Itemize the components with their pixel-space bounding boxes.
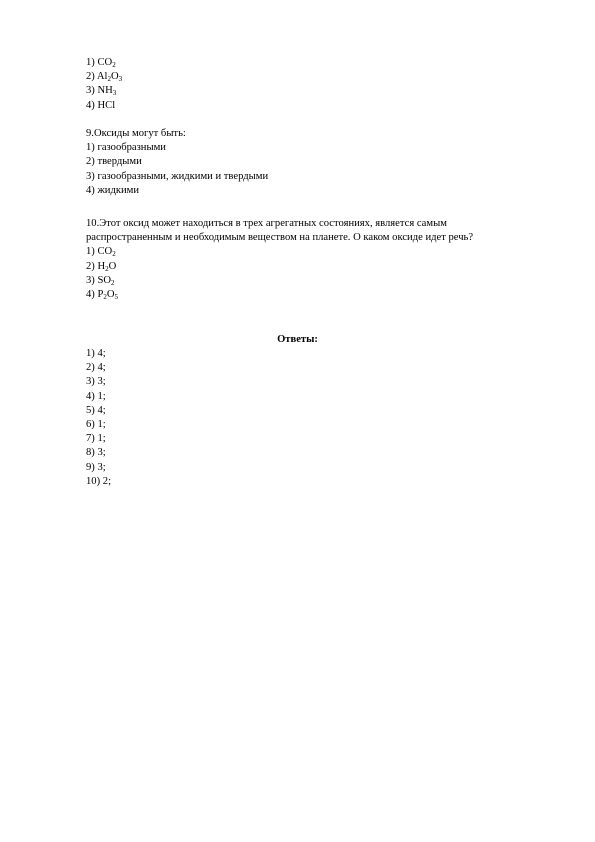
answer-item: 6) 1; (86, 418, 106, 430)
question-text: 10.Этот оксид может находиться в трех агрегатных состояниях, является самым (86, 218, 447, 229)
option-line (86, 56, 536, 70)
option-number: 1) (86, 246, 95, 258)
answer-item: 4) 1; (86, 390, 106, 402)
option-number: 2) (86, 260, 95, 272)
answer-item: 8) 3; (86, 447, 106, 459)
formula-subscript: 2 (103, 292, 107, 301)
formula-subscript: 5 (114, 292, 119, 301)
question-text: распространенным и необходимым веществом на планете. О каком оксиде идет речь? (86, 232, 474, 244)
answer-item: 1) 4; (86, 348, 106, 359)
formula-base: H (97, 260, 106, 272)
formula-tail: O (111, 71, 119, 83)
option-number: 4) (86, 99, 95, 111)
question-9 (86, 127, 536, 198)
option-line (86, 245, 536, 259)
option-number: 2) (86, 71, 95, 83)
answer-item: 3) 3; (86, 376, 106, 388)
formula-base: SO (97, 274, 112, 286)
option-line (86, 288, 536, 302)
option-number: 3) (86, 274, 95, 286)
option-line: 2) твердыми (86, 156, 142, 168)
formula-subscript: 2 (112, 61, 116, 69)
formula-subscript: 2 (112, 250, 116, 259)
formula-base: Al (96, 71, 108, 83)
formula-base: HCl (97, 99, 116, 111)
formula-subscript: 2 (107, 75, 111, 84)
option-line (86, 99, 536, 113)
formula-tail: O (106, 288, 115, 300)
answer-item: 10) 2; (86, 475, 112, 487)
option-line: 4) жидкими (86, 184, 140, 196)
formula-subscript: 3 (112, 89, 117, 98)
formula-tail: O (108, 260, 117, 272)
formula-subscript: 3 (118, 75, 123, 84)
option-line (86, 274, 536, 288)
formula-subscript: 2 (105, 264, 109, 273)
answers-title: Ответы: (277, 334, 318, 345)
option-line (86, 70, 536, 84)
option-line: 3) газообразными, жидкими и твердыми (86, 170, 269, 182)
formula-base: CO (97, 57, 113, 68)
formula-base: NH (97, 85, 113, 97)
option-number: 4) (86, 288, 95, 300)
option-number: 3) (86, 85, 95, 97)
option-number: 1) (86, 57, 95, 68)
option-line (86, 84, 536, 98)
answer-item: 5) 4; (86, 404, 106, 416)
answer-item: 7) 1; (86, 433, 106, 445)
answers-list (86, 347, 536, 489)
formula-base: CO (97, 246, 113, 258)
question-8-options (86, 56, 536, 113)
answer-item: 2) 4; (86, 362, 106, 374)
formula-subscript: 2 (111, 278, 115, 287)
formula-base: P (97, 288, 104, 300)
option-line (86, 260, 536, 274)
question-text: 9.Оксиды могут быть: (86, 128, 186, 139)
answer-item: 9) 3; (86, 461, 106, 473)
option-line: 1) газообразными (86, 142, 166, 154)
question-10 (86, 217, 536, 302)
